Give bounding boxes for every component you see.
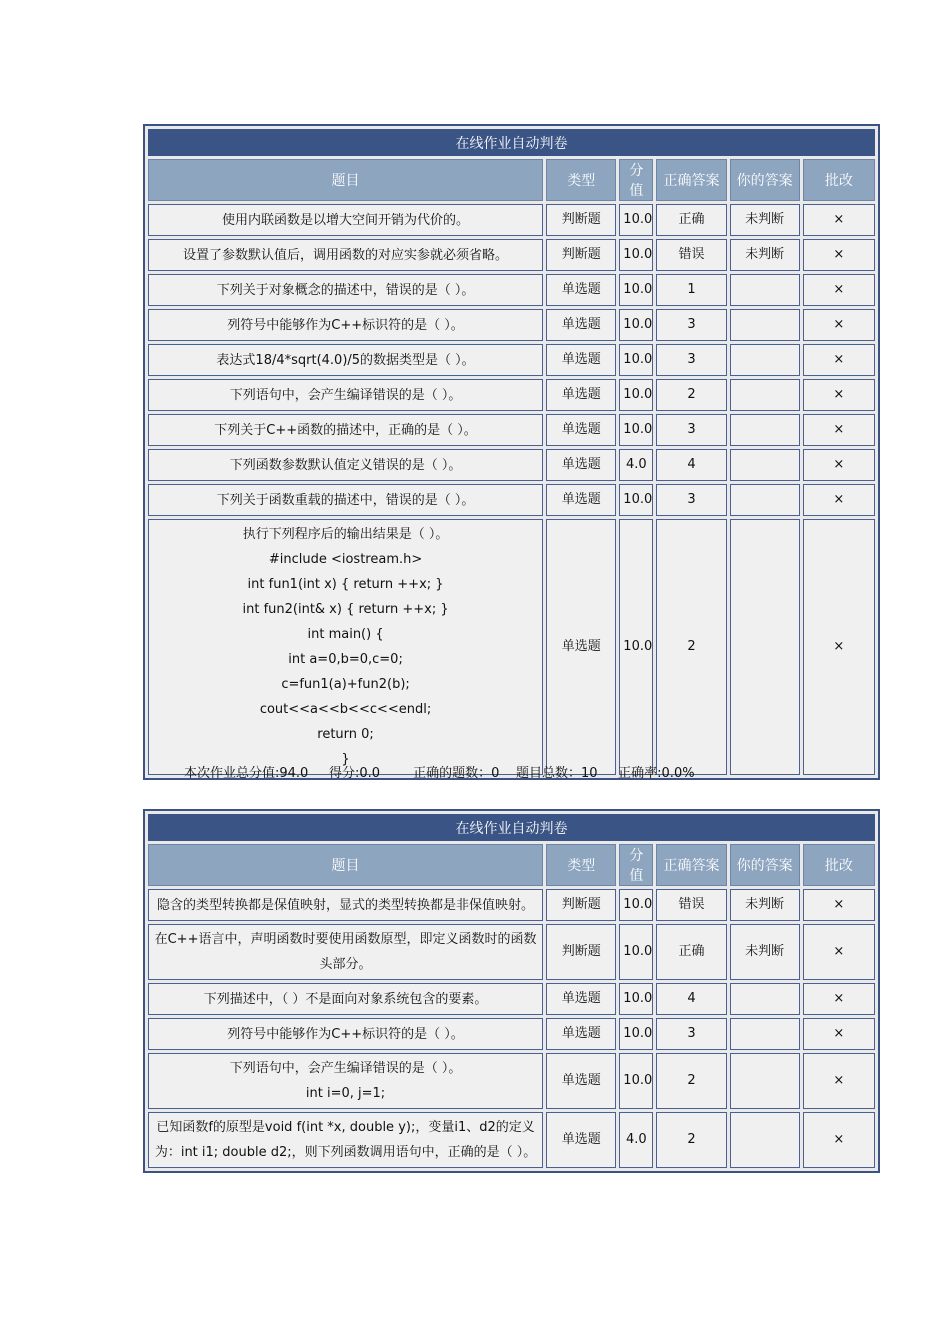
correct-answer-cell: 3	[656, 484, 726, 516]
question-line: c=fun1(a)+fun2(b);	[281, 677, 410, 692]
score-cell: 10.0	[619, 1053, 653, 1109]
question-cell	[148, 1018, 543, 1050]
type-cell: 判断题	[546, 924, 616, 980]
table-row	[148, 344, 875, 376]
your-answer-cell: 未判断	[730, 889, 800, 921]
score-cell: 10.0	[619, 924, 653, 980]
type-cell: 单选题	[546, 1018, 616, 1050]
score-cell: 10.0	[619, 1018, 653, 1050]
score-cell: 10.0	[619, 379, 653, 411]
header-correct-answer: 正确答案	[656, 159, 726, 201]
question-cell	[148, 309, 543, 341]
header-grading: 批改	[803, 844, 875, 886]
score-summary	[184, 762, 695, 781]
correct-answer-cell: 错误	[656, 889, 726, 921]
your-answer-cell: 未判断	[730, 239, 800, 271]
question-line: 在C++语言中，声明函数时要使用函数原型，即定义函数时的函数头部分。	[154, 932, 537, 972]
your-answer-cell: 未判断	[730, 924, 800, 980]
table-row	[148, 449, 875, 481]
type-cell: 单选题	[546, 449, 616, 481]
correct-answer-cell: 3	[656, 309, 726, 341]
header-score: 分值	[619, 844, 653, 886]
type-cell: 单选题	[546, 309, 616, 341]
type-cell: 单选题	[546, 379, 616, 411]
question-cell	[148, 1053, 543, 1109]
question-cell	[148, 924, 543, 980]
table-row	[148, 309, 875, 341]
question-line: #include <iostream.h>	[268, 552, 423, 567]
grading-mark-cell: ×	[803, 344, 875, 376]
table-row	[148, 1053, 875, 1109]
your-answer-cell	[730, 1112, 800, 1168]
table-row	[148, 204, 875, 236]
your-answer-cell	[730, 1053, 800, 1109]
table-row	[148, 519, 875, 775]
score-cell: 10.0	[619, 204, 653, 236]
type-cell: 判断题	[546, 889, 616, 921]
grading-mark-cell: ×	[803, 274, 875, 306]
question-line: 下列关于函数重载的描述中，错误的是（ ）。	[216, 492, 475, 508]
grading-mark-cell: ×	[803, 983, 875, 1015]
score-cell: 4.0	[619, 449, 653, 481]
grading-mark-cell: ×	[803, 484, 875, 516]
grading-mark-cell: ×	[803, 449, 875, 481]
correct-answer-cell: 正确	[656, 924, 726, 980]
your-answer-cell	[730, 274, 800, 306]
table-row	[148, 889, 875, 921]
grading-mark-cell: ×	[803, 1053, 875, 1109]
question-cell	[148, 414, 543, 446]
your-answer-cell	[730, 309, 800, 341]
correct-answer-cell: 4	[656, 449, 726, 481]
question-cell	[148, 484, 543, 516]
earned-score: 得分:0.0	[329, 766, 381, 781]
question-line: 下列关于C++函数的描述中，正确的是（ ）。	[214, 422, 477, 438]
score-cell: 10.0	[619, 239, 653, 271]
grading-mark-cell: ×	[803, 519, 875, 775]
question-line: 下列函数参数默认值定义错误的是（ ）。	[229, 457, 462, 473]
question-line: 执行下列程序后的输出结果是（ ）。	[242, 527, 449, 542]
header-score: 分值	[619, 159, 653, 201]
question-line: cout<<a<<b<<c<<endl;	[259, 702, 432, 717]
accuracy-rate: 正确率:0.0%	[618, 766, 695, 781]
header-your-answer: 你的答案	[730, 844, 800, 886]
question-cell	[148, 983, 543, 1015]
grading-mark-cell: ×	[803, 1018, 875, 1050]
question-line: int i=0, j=1;	[305, 1086, 386, 1101]
question-cell	[148, 239, 543, 271]
your-answer-cell	[730, 379, 800, 411]
grading-table-2	[143, 809, 880, 1173]
your-answer-cell	[730, 519, 800, 775]
correct-answer-cell: 2	[656, 1053, 726, 1109]
table-title: 在线作业自动判卷	[148, 814, 875, 841]
table-row	[148, 484, 875, 516]
correct-answer-cell: 1	[656, 274, 726, 306]
score-cell: 10.0	[619, 344, 653, 376]
correct-count: 正确的题数：0	[413, 766, 500, 781]
correct-answer-cell: 3	[656, 1018, 726, 1050]
your-answer-cell	[730, 1018, 800, 1050]
grading-mark-cell: ×	[803, 414, 875, 446]
grading-mark-cell: ×	[803, 1112, 875, 1168]
score-cell: 4.0	[619, 1112, 653, 1168]
question-line: 下列关于对象概念的描述中，错误的是（ ）。	[216, 282, 475, 298]
grading-table-1	[143, 124, 880, 780]
type-cell: 单选题	[546, 414, 616, 446]
question-cell	[148, 889, 543, 921]
header-type: 类型	[546, 159, 616, 201]
question-count: 题目总数：10	[515, 766, 598, 781]
question-line: 列符号中能够作为C++标识符的是（ ）。	[227, 317, 464, 333]
question-cell	[148, 449, 543, 481]
your-answer-cell	[730, 344, 800, 376]
table-row	[148, 1018, 875, 1050]
question-line: 表达式18/4*sqrt(4.0)/5的数据类型是（ ）。	[216, 352, 475, 368]
question-line: 列符号中能够作为C++标识符的是（ ）。	[227, 1026, 464, 1042]
question-line: 下列语句中，会产生编译错误的是（ ）。	[229, 387, 462, 403]
question-line: 隐含的类型转换都是保值映射，显式的类型转换都是非保值映射。	[157, 897, 535, 913]
your-answer-cell	[730, 484, 800, 516]
type-cell: 单选题	[546, 274, 616, 306]
header-grading: 批改	[803, 159, 875, 201]
score-cell: 10.0	[619, 983, 653, 1015]
question-cell	[148, 519, 543, 775]
question-cell	[148, 1112, 543, 1168]
grading-mark-cell: ×	[803, 309, 875, 341]
correct-answer-cell: 3	[656, 414, 726, 446]
score-cell: 10.0	[619, 274, 653, 306]
question-line: int main() {	[307, 627, 384, 642]
question-cell	[148, 379, 543, 411]
question-cell	[148, 274, 543, 306]
question-cell	[148, 204, 543, 236]
correct-answer-cell: 3	[656, 344, 726, 376]
table-row	[148, 983, 875, 1015]
score-cell: 10.0	[619, 414, 653, 446]
question-line: return 0;	[317, 727, 374, 742]
question-line: int a=0,b=0,c=0;	[288, 652, 403, 667]
header-type: 类型	[546, 844, 616, 886]
type-cell: 单选题	[546, 344, 616, 376]
header-question: 题目	[148, 159, 543, 201]
header-question: 题目	[148, 844, 543, 886]
type-cell: 判断题	[546, 204, 616, 236]
table-row	[148, 379, 875, 411]
type-cell: 单选题	[546, 484, 616, 516]
type-cell: 单选题	[546, 1112, 616, 1168]
grading-mark-cell: ×	[803, 379, 875, 411]
correct-answer-cell: 4	[656, 983, 726, 1015]
question-cell	[148, 344, 543, 376]
header-correct-answer: 正确答案	[656, 844, 726, 886]
question-line: }	[341, 752, 350, 767]
grading-mark-cell: ×	[803, 239, 875, 271]
your-answer-cell	[730, 414, 800, 446]
correct-answer-cell: 2	[656, 1112, 726, 1168]
score-cell: 10.0	[619, 309, 653, 341]
table-row	[148, 1112, 875, 1168]
question-line: int fun1(int x) { return ++x; }	[247, 577, 444, 592]
table-row	[148, 924, 875, 980]
your-answer-cell	[730, 449, 800, 481]
correct-answer-cell: 2	[656, 519, 726, 775]
your-answer-cell: 未判断	[730, 204, 800, 236]
table-row	[148, 414, 875, 446]
question-line: 下列描述中，（ ）不是面向对象系统包含的要素。	[203, 991, 488, 1007]
grading-mark-cell: ×	[803, 924, 875, 980]
question-line: 已知函数f的原型是void f(int *x, double y);，变量i1、d2的定义为：int i1; double d2;，则下列函数调用语句中，正确的是（ ）。	[154, 1120, 537, 1160]
table-title: 在线作业自动判卷	[148, 129, 875, 156]
question-line: 使用内联函数是以增大空间开销为代价的。	[222, 212, 470, 228]
correct-answer-cell: 正确	[656, 204, 726, 236]
score-cell: 10.0	[619, 484, 653, 516]
score-cell: 10.0	[619, 889, 653, 921]
table-row	[148, 274, 875, 306]
correct-answer-cell: 2	[656, 379, 726, 411]
score-cell: 10.0	[619, 519, 653, 775]
table-row	[148, 239, 875, 271]
question-line: 设置了参数默认值后，调用函数的对应实参就必须省略。	[183, 247, 509, 263]
type-cell: 单选题	[546, 983, 616, 1015]
header-your-answer: 你的答案	[730, 159, 800, 201]
grading-mark-cell: ×	[803, 204, 875, 236]
question-line: 下列语句中，会产生编译错误的是（ ）。	[229, 1061, 462, 1076]
type-cell: 单选题	[546, 1053, 616, 1109]
type-cell: 判断题	[546, 239, 616, 271]
your-answer-cell	[730, 983, 800, 1015]
question-line: int fun2(int& x) { return ++x; }	[242, 602, 449, 617]
type-cell: 单选题	[546, 519, 616, 775]
total-score: 本次作业总分值:94.0	[184, 766, 309, 781]
correct-answer-cell: 错误	[656, 239, 726, 271]
grading-mark-cell: ×	[803, 889, 875, 921]
